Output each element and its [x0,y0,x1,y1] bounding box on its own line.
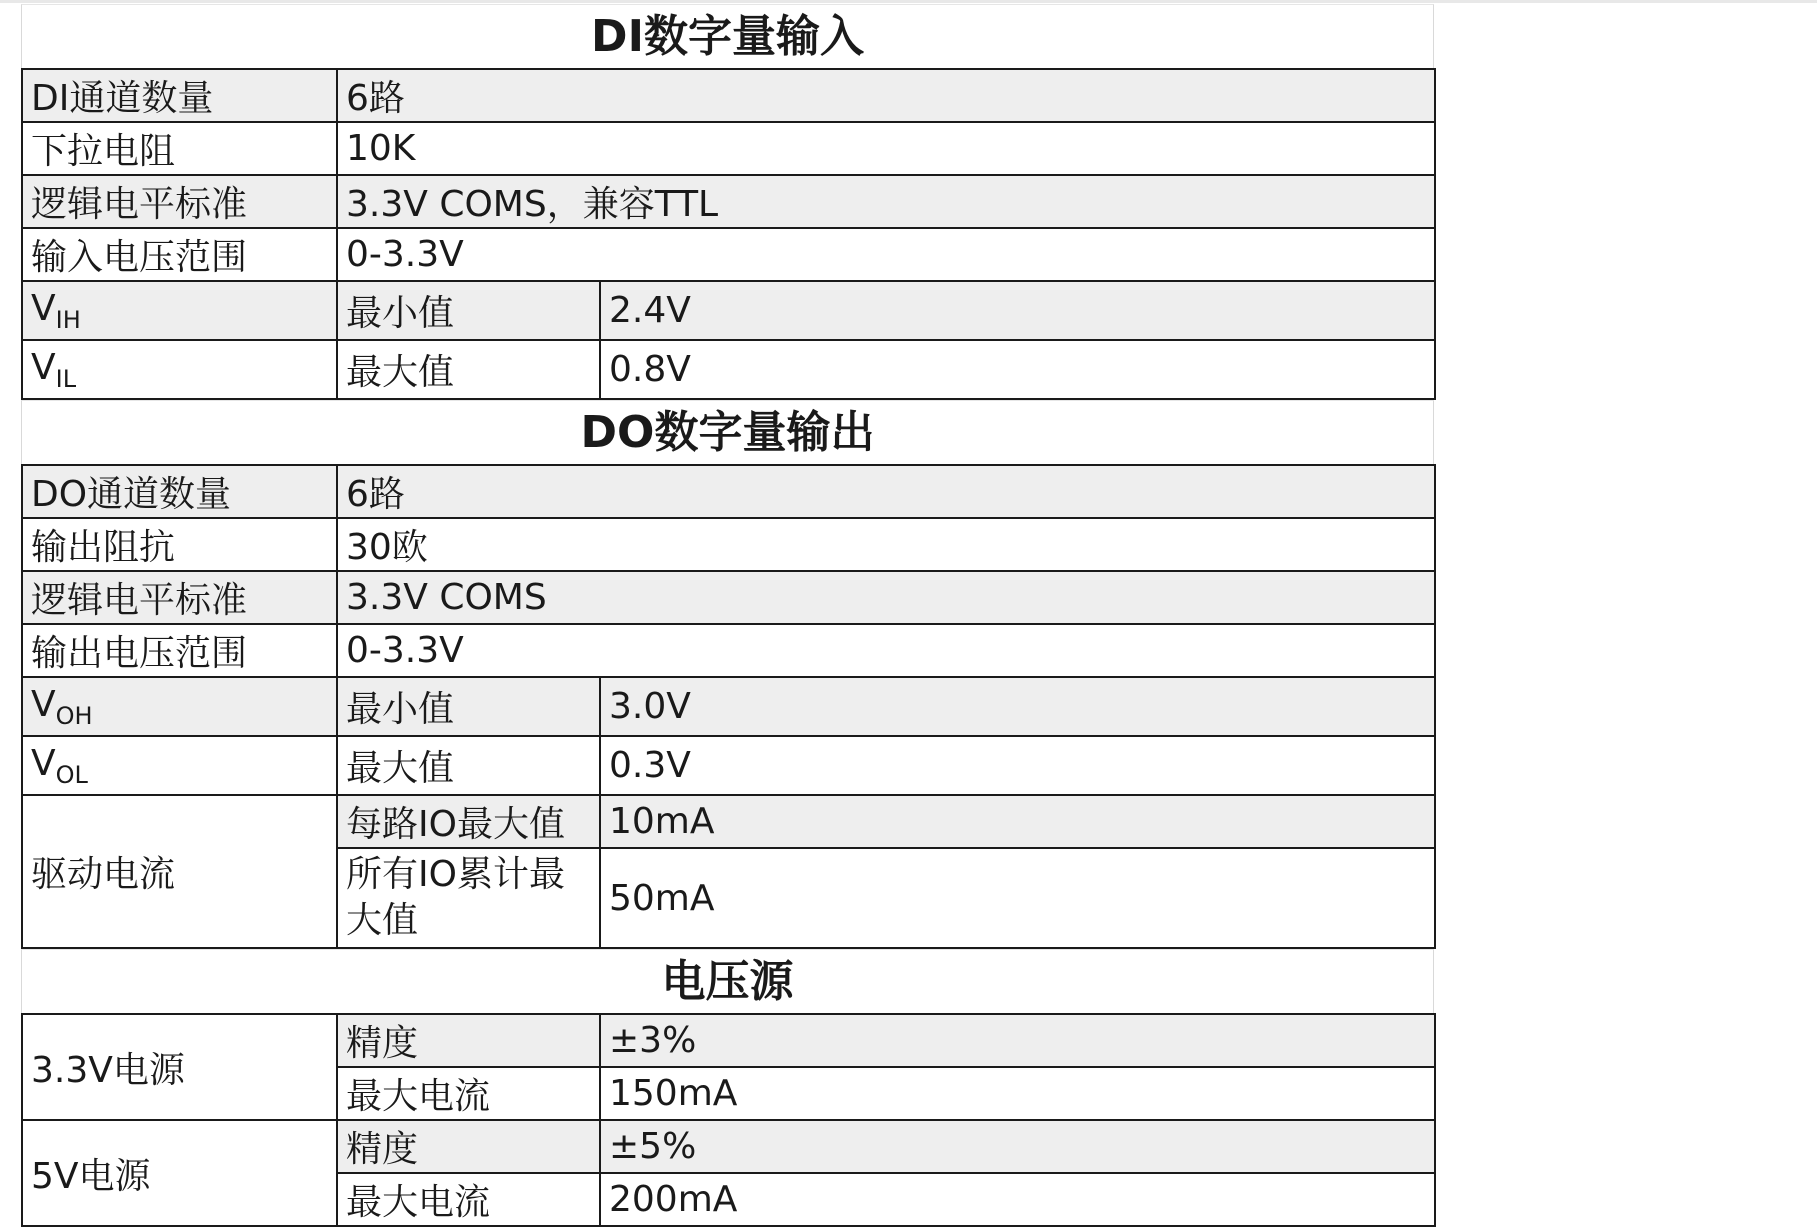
row-label: 逻辑电平标准 [22,175,337,228]
vil-subscript: IL [55,364,77,393]
vol-label [22,736,337,795]
spec-sheet [21,4,1434,1227]
do-table [21,464,1436,949]
row-kind: 最大值 [337,340,600,399]
row-kind: 最小值 [337,677,600,736]
vil-label [22,340,337,399]
voh-label [22,677,337,736]
row-label: 输出阻抗 [22,518,337,571]
di-section-title: DI数字量输入 [21,4,1434,68]
supply-3v3-label: 3.3V电源 [22,1014,337,1120]
vih-label [22,281,337,340]
row-label: 下拉电阻 [22,122,337,175]
row-value: 3.0V [600,677,1435,736]
row-kind: 每路IO最大值 [337,795,600,848]
vil-symbol: V [31,346,56,388]
di-table [21,68,1436,400]
row-kind: 最小值 [337,281,600,340]
row-kind: 最大电流 [337,1067,600,1120]
row-kind: 精度 [337,1014,600,1067]
table-row [22,122,1435,175]
row-value: 6路 [337,69,1435,122]
row-value: 3.3V COMS，兼容TTL [337,175,1435,228]
row-value: 30欧 [337,518,1435,571]
table-row [22,175,1435,228]
voh-symbol: V [31,683,56,725]
table-row [22,624,1435,677]
vol-subscript: OL [55,760,88,789]
row-value: 10mA [600,795,1435,848]
table-row [22,1120,1435,1173]
vih-subscript: IH [55,305,81,334]
row-label: 逻辑电平标准 [22,571,337,624]
table-row [22,465,1435,518]
table-row [22,228,1435,281]
supply-5v-label: 5V电源 [22,1120,337,1226]
table-row [22,736,1435,795]
table-row [22,281,1435,340]
table-row [22,518,1435,571]
row-kind: 最大电流 [337,1173,600,1226]
table-row [22,677,1435,736]
row-value: 3.3V COMS [337,571,1435,624]
power-table [21,1013,1436,1227]
power-section-title: 电压源 [21,949,1434,1013]
row-kind: 最大值 [337,736,600,795]
row-value: ±5% [600,1120,1435,1173]
row-value: 200mA [600,1173,1435,1226]
drive-current-label: 驱动电流 [22,795,337,948]
row-value: 0.3V [600,736,1435,795]
table-row [22,795,1435,848]
row-value: 2.4V [600,281,1435,340]
vol-symbol: V [31,742,56,784]
row-value: 0-3.3V [337,228,1435,281]
vih-symbol: V [31,287,56,329]
row-kind: 精度 [337,1120,600,1173]
row-value: 0-3.3V [337,624,1435,677]
top-divider [0,0,1817,3]
row-value: 6路 [337,465,1435,518]
table-row [22,571,1435,624]
row-value: 0.8V [600,340,1435,399]
row-kind: 所有IO累计最大值 [337,848,600,948]
row-label: 输入电压范围 [22,228,337,281]
voh-subscript: OH [55,701,93,730]
row-value: 50mA [600,848,1435,948]
row-label: 输出电压范围 [22,624,337,677]
row-label: DI通道数量 [22,69,337,122]
table-row [22,69,1435,122]
table-row [22,1014,1435,1067]
do-section-title: DO数字量输出 [21,400,1434,464]
row-label: DO通道数量 [22,465,337,518]
table-row [22,340,1435,399]
row-value: 10K [337,122,1435,175]
row-value: ±3% [600,1014,1435,1067]
row-value: 150mA [600,1067,1435,1120]
